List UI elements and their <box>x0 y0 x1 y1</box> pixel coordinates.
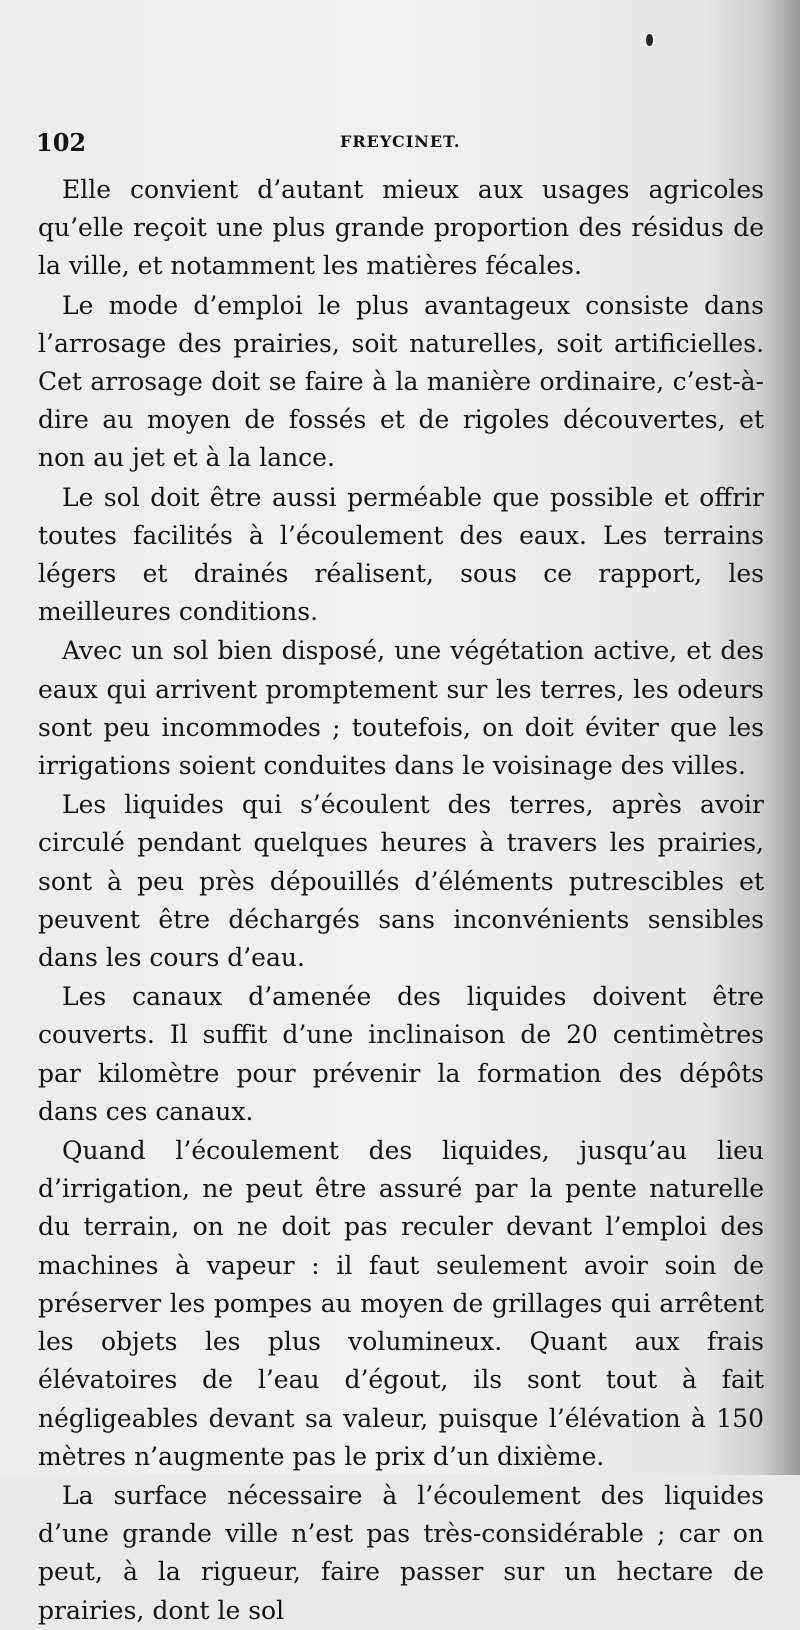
paragraph: Les liquides qui s’écoulent des terres, après avoir circulé pendant quelques heures à travers les prairies, sont à peu près dépouillés d’éléments putrescibles et peuvent être déchargés sans inconvénients sensibles dans les cours d’eau. <box>38 790 764 973</box>
page-header <box>36 128 756 158</box>
paragraph: Avec un sol bien disposé, une végétation active, et des eaux qui arrivent promptement sur les terres, les odeurs sont peu incommodes ; toutefois, on doit éviter que les irrigations soient conduites dans le voisinage des villes. <box>38 636 764 781</box>
paragraph: Les canaux d’amenée des liquides doivent être couverts. Il suffit d’une inclinaison de 20 centimètres par kilomètre pour prévenir la formation des dépôts dans ces canaux. <box>38 982 764 1126</box>
paragraph: La surface nécessaire à l’écoulement des liquides d’une grande ville n’est pas très-considérable ; car on peut, à la rigueur, faire passer sur un hectare de prairies, dont le sol <box>38 1480 764 1625</box>
ink-spot <box>646 34 653 46</box>
page-number: 102 <box>36 128 87 157</box>
body-text <box>38 171 764 1630</box>
paragraph: Le sol doit être aussi perméable que possible et offrir toutes facilités à l’écoulement des eaux. Les terrains légers et drainés réalisent, sous ce rapport, les meilleures conditions. <box>38 482 764 627</box>
paragraph: Le mode d’emploi le plus avantageux consiste dans l’arrosage des prairies, soit naturelles, soit artificielles. Cet arrosage doit se faire à la manière ordinaire, c’est-à-dire au moyen de fossés et de rigoles découvertes, et non au jet et à la lance. <box>38 290 764 473</box>
paragraph: Elle convient d’autant mieux aux usages agricoles qu’elle reçoit une plus grande proportion des résidus de la ville, et notamment les matières fécales. <box>38 175 764 281</box>
running-head: FREYCINET. <box>340 132 461 151</box>
paragraph: Quand l’écoulement des liquides, jusqu’au lieu d’irrigation, ne peut être assuré par la pente naturelle du terrain, on ne doit pas reculer devant l’emploi des machines à vapeur : il faut seulement avoir soin de préserver les pompes au moyen de grillages qui arrêtent les objets les plus volumineux. Quant aux frais élévatoires de l’eau d’égout, ils sont tout à fait négligeables devant sa valeur, puisque l’élévation à 150 mètres n’augmente pas le prix d’un dixième. <box>38 1136 764 1471</box>
